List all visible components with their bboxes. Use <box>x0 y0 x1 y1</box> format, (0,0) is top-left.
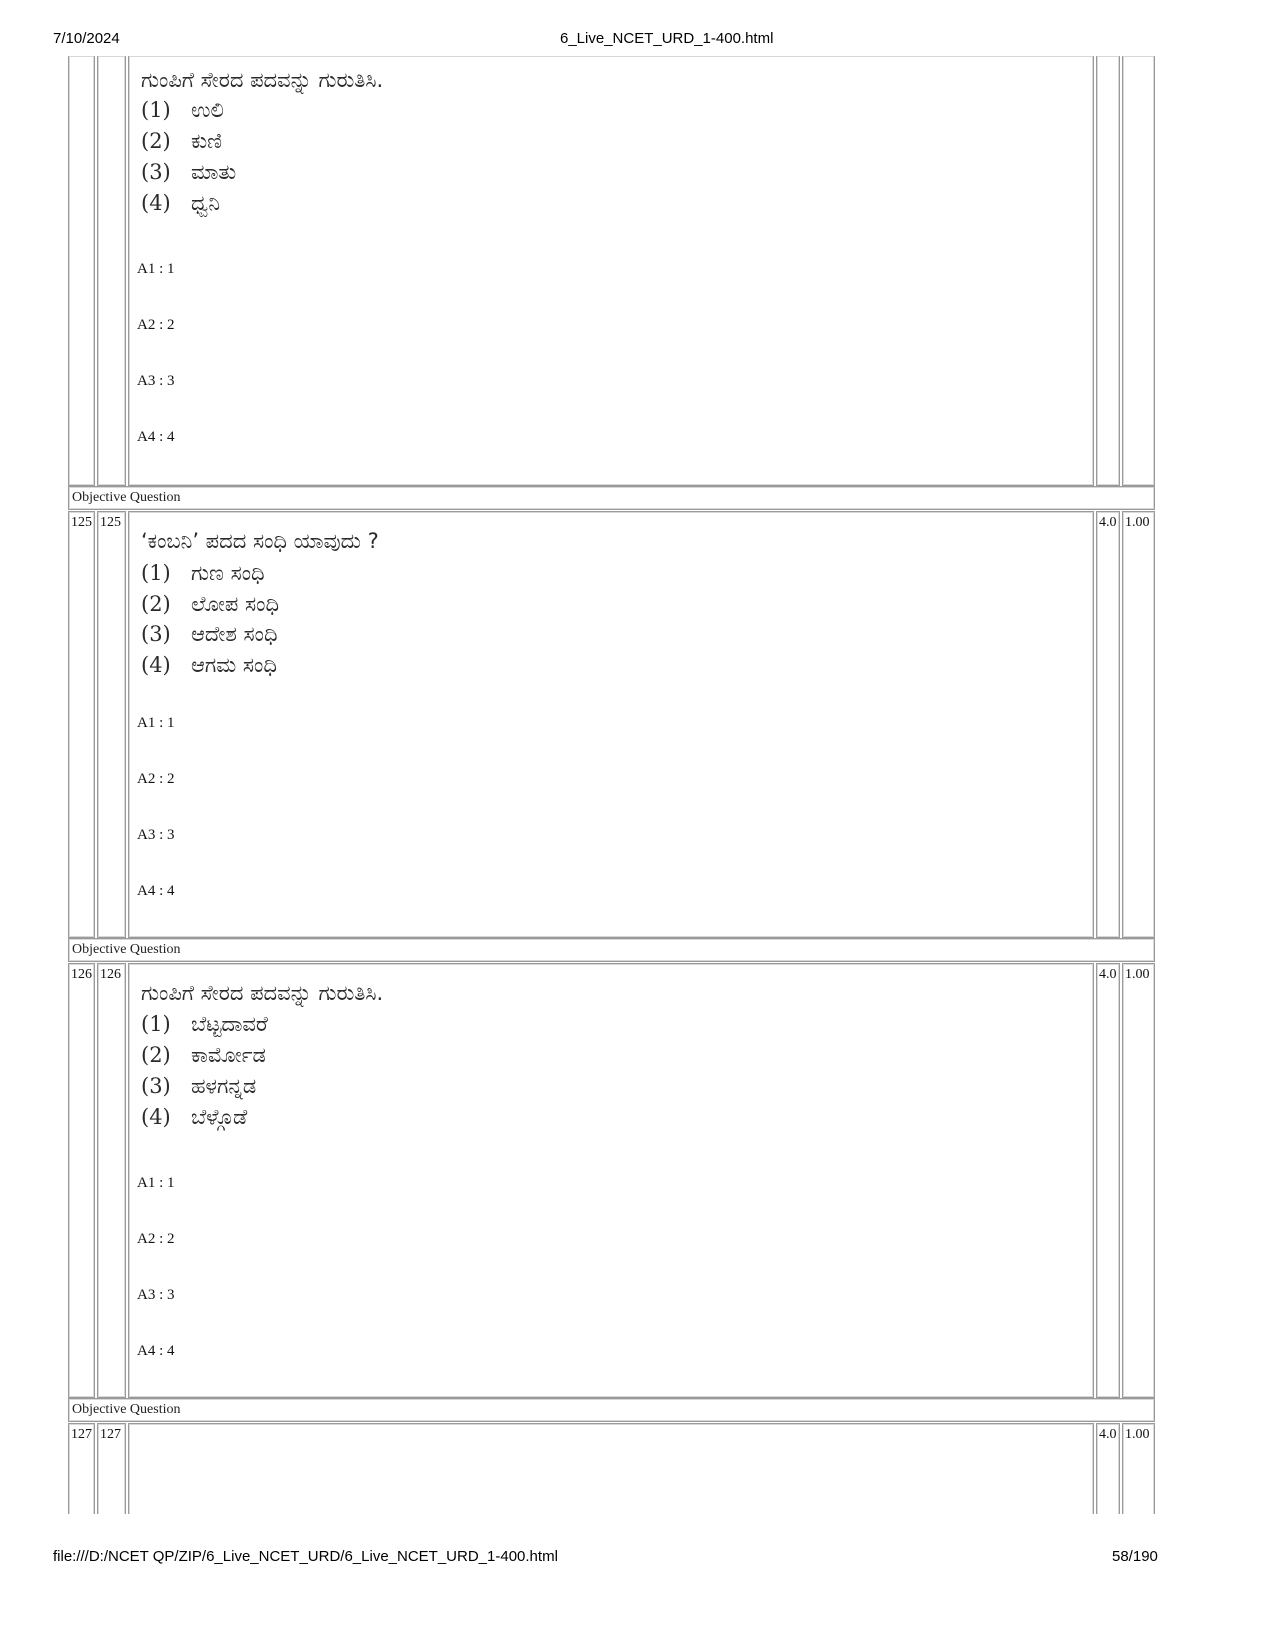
negative-marks-cell: 1.00 <box>1122 1423 1155 1523</box>
answer-1: A1 : 1 <box>137 715 175 731</box>
option-2: (2) ಲೋಪ ಸಂಧಿ <box>141 592 280 616</box>
marks-cell: 4.0 <box>1096 963 1120 1398</box>
answer-4: A4 : 4 <box>137 429 175 445</box>
option-4: (4) ಆಗಮ ಸಂಧಿ <box>141 653 277 677</box>
answer-3: A3 : 3 <box>137 827 175 843</box>
qno-cell: 125 <box>97 511 126 938</box>
print-date: 7/10/2024 <box>53 30 120 47</box>
question-cell <box>128 56 1094 486</box>
qno-cell: 127 <box>97 1423 126 1523</box>
footer-background <box>0 1514 1275 1651</box>
answer-4: A4 : 4 <box>137 883 175 899</box>
document-title: 6_Live_NCET_URD_1-400.html <box>560 30 774 47</box>
question-text: ಗುಂಪಿಗೆ ಸೇರದ ಪದವನ್ನು ಗುರುತಿಸಿ. <box>141 68 384 92</box>
option-1: (1) ಉಲಿ <box>141 98 224 122</box>
option-2: (2) ಕಾರ್ಮೋಡ <box>141 1043 266 1067</box>
answer-2: A2 : 2 <box>137 771 175 787</box>
question-text: ಗುಂಪಿಗೆ ಸೇರದ ಪದವನ್ನು ಗುರುತಿಸಿ. <box>141 981 384 1005</box>
answer-1: A1 : 1 <box>137 1175 175 1191</box>
answer-2: A2 : 2 <box>137 1231 175 1247</box>
answer-3: A3 : 3 <box>137 1287 175 1303</box>
qno-cell <box>97 56 126 486</box>
option-2: (2) ಕುಣಿ <box>141 129 222 153</box>
question-text: ‘ಕಂಬನಿ’ ಪದದ ಸಂಧಿ ಯಾವುದು ? <box>141 529 379 553</box>
marks-cell: 4.0 <box>1096 1423 1120 1523</box>
sno-cell: 126 <box>68 963 95 1398</box>
marks-cell: 4.0 <box>1096 511 1120 938</box>
option-4: (4) ಬೆಳ್ಗೊಡೆ <box>141 1105 248 1129</box>
negative-marks-cell: 1.00 <box>1122 511 1155 938</box>
qno-cell: 126 <box>97 963 126 1398</box>
question-cell <box>128 511 1094 938</box>
option-4: (4) ಧ್ವನಿ <box>141 191 221 215</box>
file-path: file:///D:/NCET QP/ZIP/6_Live_NCET_URD/6_Live_NCET_URD_1-400.html <box>53 1548 558 1565</box>
marks-cell <box>1096 56 1120 486</box>
answer-2: A2 : 2 <box>137 317 175 333</box>
sno-cell: 127 <box>68 1423 95 1523</box>
sno-cell: 125 <box>68 511 95 938</box>
sno-cell <box>68 56 95 486</box>
option-3: (3) ಹಳಗನ್ನಡ <box>141 1074 257 1098</box>
negative-marks-cell: 1.00 <box>1122 963 1155 1398</box>
page-number: 58/190 <box>1112 1548 1158 1565</box>
answer-1: A1 : 1 <box>137 261 175 277</box>
answer-4: A4 : 4 <box>137 1343 175 1359</box>
option-1: (1) ಗುಣ ಸಂಧಿ <box>141 561 265 585</box>
option-1: (1) ಬೆಟ್ಟದಾವರೆ <box>141 1012 268 1036</box>
answer-3: A3 : 3 <box>137 373 175 389</box>
question-type-label: Objective Question <box>68 938 1155 962</box>
negative-marks-cell <box>1122 56 1155 486</box>
question-cell <box>128 963 1094 1398</box>
question-type-label: Objective Question <box>68 486 1155 510</box>
option-3: (3) ಮಾತು <box>141 160 237 184</box>
question-cell <box>128 1423 1094 1523</box>
question-type-label: Objective Question <box>68 1398 1155 1422</box>
option-3: (3) ಆದೇಶ ಸಂಧಿ <box>141 622 278 646</box>
